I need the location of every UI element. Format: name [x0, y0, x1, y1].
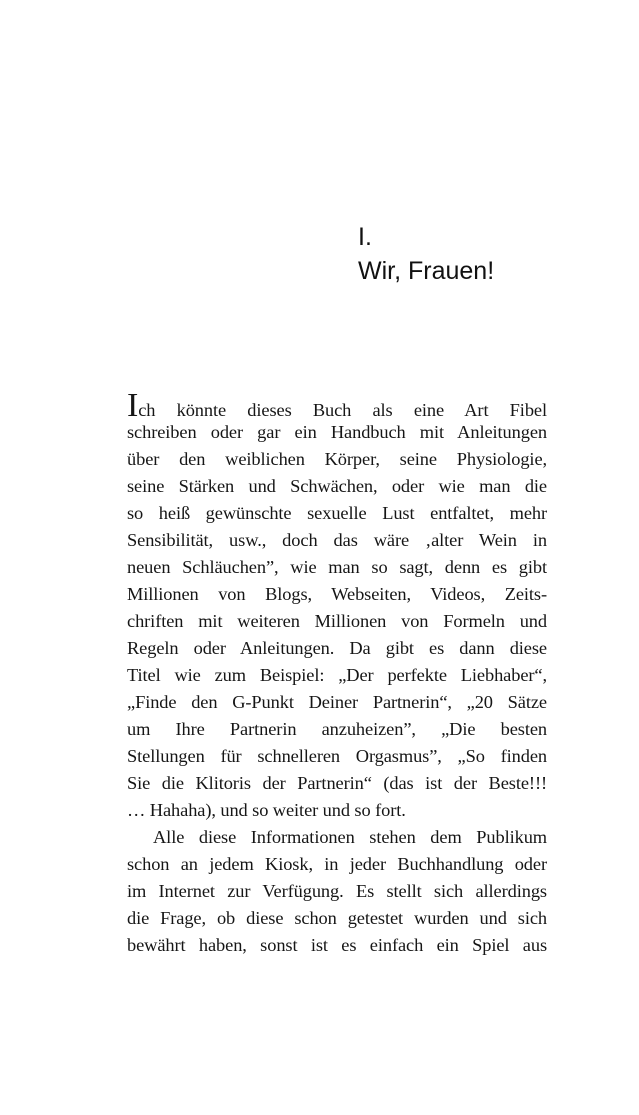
text-line: chriften mit weiteren Millionen von Formeln und	[127, 611, 547, 631]
text-line: schreiben oder gar ein Handbuch mit Anleitungen	[127, 422, 547, 442]
chapter-heading	[358, 220, 494, 288]
text-line: „Finde den G-Punkt Deiner Partnerin“, „20 Sätze	[127, 692, 547, 712]
body-text	[127, 380, 547, 959]
text-line: über den weiblichen Körper, seine Physiologie,	[127, 449, 547, 469]
text-line: Regeln oder Anleitungen. Da gibt es dann diese	[127, 638, 547, 658]
text-line: Titel wie zum Beispiel: „Der perfekte Liebhaber“,	[127, 665, 547, 685]
text-line: im Internet zur Verfügung. Es stellt sich allerdings	[127, 881, 547, 901]
text-line: neuen Schläuchen”, wie man so sagt, denn es gibt	[127, 557, 547, 577]
text-line-rest: ch könnte dieses Buch als eine Art Fibel	[138, 400, 547, 420]
text-line: um Ihre Partnerin anzuheizen”, „Die besten	[127, 719, 547, 739]
text-line: so heiß gewünschte sexuelle Lust entfaltet, mehr	[127, 503, 547, 523]
text-line: Alle diese Informationen stehen dem Publikum	[153, 827, 547, 847]
text-line: Sie die Klitoris der Partnerin“ (das ist der Beste!!!	[127, 773, 547, 793]
text-line	[127, 380, 547, 424]
text-line: Sensibilität, usw., doch das wäre ‚alter Wein in	[127, 530, 547, 550]
drop-cap: I	[127, 387, 139, 424]
text-line: … Hahaha), und so weiter und so fort.	[127, 800, 406, 820]
paragraph-2	[127, 824, 547, 959]
text-line: seine Stärken und Schwächen, oder wie man die	[127, 476, 547, 496]
paragraph-1	[127, 380, 547, 824]
text-line: bewährt haben, sonst ist es einfach ein Spiel aus	[127, 935, 547, 955]
text-line: die Frage, ob diese schon getestet wurden und sich	[127, 908, 547, 928]
chapter-title: Wir, Frauen!	[358, 257, 495, 285]
text-line: Stellungen für schnelleren Orgasmus”, „So finden	[127, 746, 547, 766]
text-line: schon an jedem Kiosk, in jeder Buchhandlung oder	[127, 854, 547, 874]
chapter-number: I.	[358, 223, 372, 251]
text-line: Millionen von Blogs, Webseiten, Videos, Zeits-	[127, 584, 547, 604]
